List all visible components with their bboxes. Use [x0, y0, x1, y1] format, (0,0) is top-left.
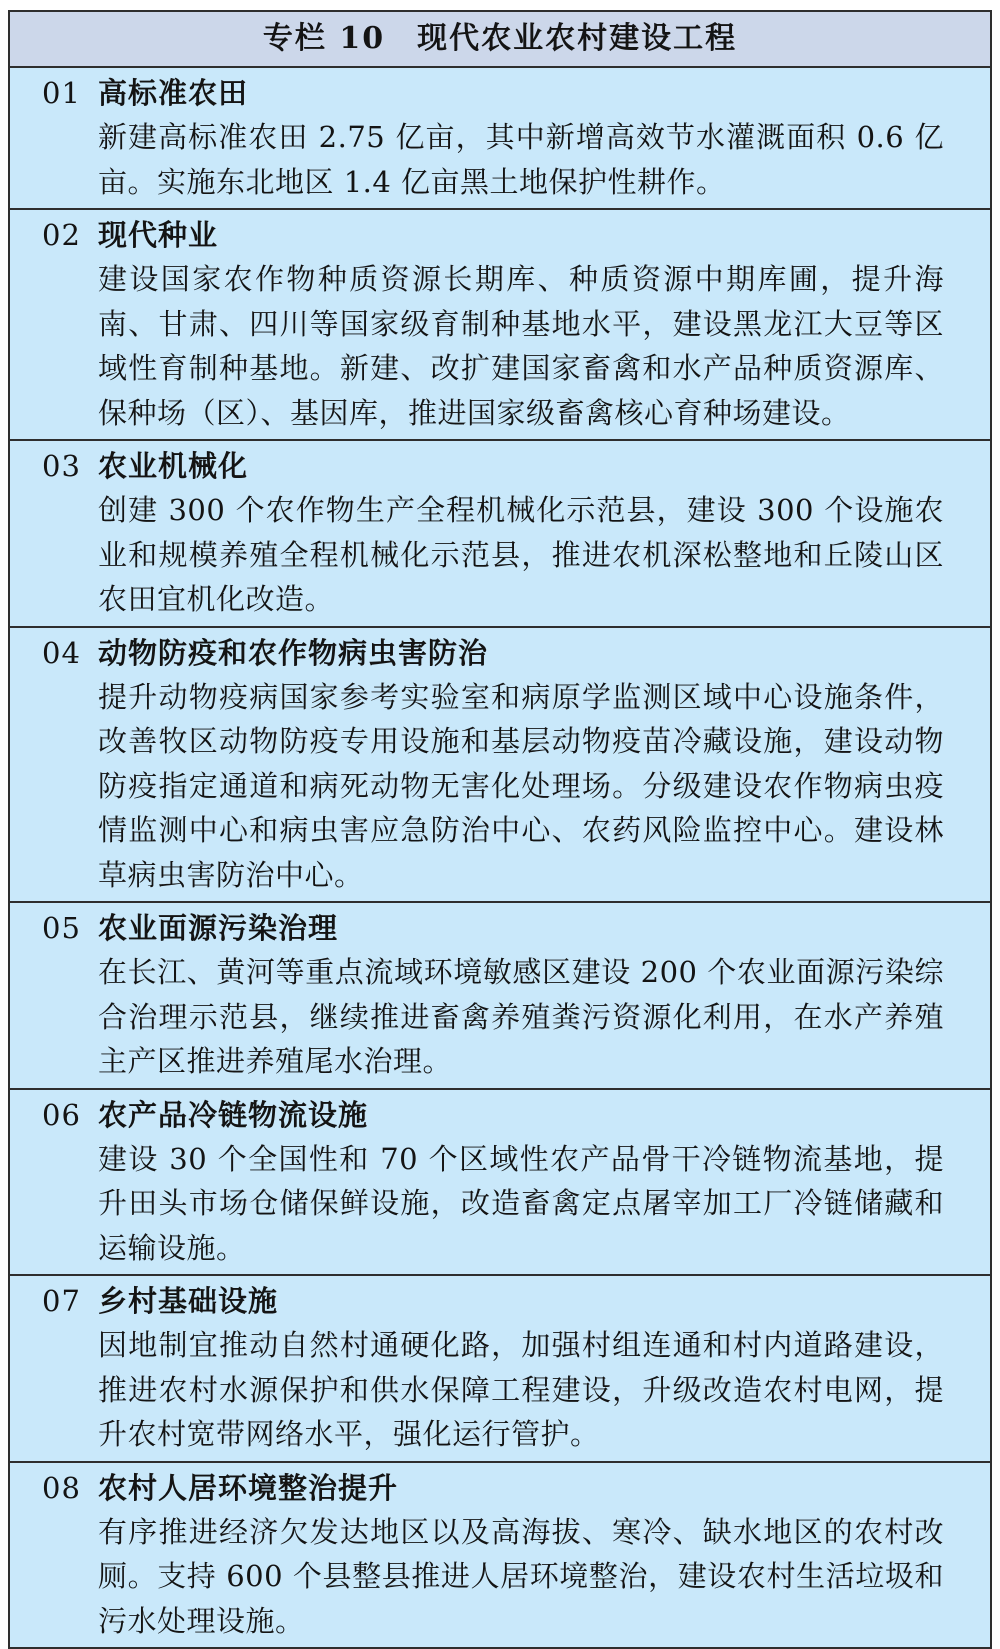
section-body: 提升动物疫病国家参考实验室和病原学监测区域中心设施条件，改善牧区动物防疫专用设施和基层动物疫苗冷藏设施，建设动物防疫指定通道和病死动物无害化处理场。分级建设农作物病虫疫情监测中心和病虫害应急防治中心、农药风险监控中心。建设林草病虫害防治中心。 [98, 679, 944, 892]
section-title: 高标准农田 [98, 76, 249, 110]
section-body: 因地制宜推动自然村通硬化路，加强村组连通和村内道路建设，推进农村水源保护和供水保障工程建设，升级改造农村电网，提升农村宽带网络水平，强化运行管护。 [98, 1328, 944, 1451]
section-title-row [10, 1279, 990, 1323]
column-box-panel [8, 10, 992, 1649]
section-number: 04 [42, 635, 81, 670]
section-number: 08 [42, 1470, 81, 1505]
section-title-row [10, 906, 990, 950]
section-title-row [10, 631, 990, 675]
section-title: 农产品冷链物流设施 [98, 1097, 369, 1132]
section-title: 农业机械化 [98, 449, 249, 483]
section-number: 06 [42, 1097, 81, 1132]
section-02 [10, 208, 990, 439]
section-06 [10, 1088, 990, 1275]
section-title-row [10, 71, 990, 115]
section-number: 03 [42, 449, 81, 483]
section-title: 农村人居环境整治提升 [98, 1470, 399, 1505]
section-04 [10, 626, 990, 902]
section-body: 创建 300 个农作物生产全程机械化示范县，建设 300 个设施农业和规模养殖全程机械化示范县，推进农机深松整地和丘陵山区农田宜机化改造。 [98, 493, 944, 616]
section-03 [10, 439, 990, 626]
section-05 [10, 901, 990, 1088]
section-title: 现代种业 [98, 218, 219, 252]
section-body: 建设国家农作物种质资源长期库、种质资源中期库圃，提升海南、甘肃、四川等国家级育制种基地水平，建设黑龙江大豆等区域性育制种基地。新建、改扩建国家畜禽和水产品种质资源库、保种场（区）、基因库，推进国家级畜禽核心育种场建设。 [98, 262, 944, 430]
section-title-row [10, 1466, 990, 1510]
section-body: 建设 30 个全国性和 70 个区域性农产品骨干冷链物流基地，提升田头市场仓储保鲜设施，改造畜禽定点屠宰加工厂冷链储藏和运输设施。 [98, 1141, 944, 1265]
section-number: 07 [42, 1284, 81, 1318]
section-title: 乡村基础设施 [98, 1284, 279, 1318]
section-number: 01 [42, 76, 81, 110]
section-body: 有序推进经济欠发达地区以及高海拔、寒冷、缺水地区的农村改厕。支持 600 个县整县推进人居环境整治，建设农村生活垃圾和污水处理设施。 [98, 1514, 944, 1638]
section-title-row [10, 444, 990, 488]
section-body: 在长江、黄河等重点流域环境敏感区建设 200 个农业面源污染综合治理示范县，继续推进畜禽养殖粪污资源化利用，在水产养殖主产区推进养殖尾水治理。 [98, 955, 944, 1078]
section-08 [10, 1461, 990, 1648]
section-01 [10, 66, 990, 208]
section-title: 农业面源污染治理 [98, 911, 339, 945]
section-07 [10, 1274, 990, 1461]
section-title: 动物防疫和农作物病虫害防治 [98, 635, 489, 670]
section-body: 新建高标准农田 2.75 亿亩，其中新增高效节水灌溉面积 0.6 亿亩。实施东北地区 1.4 亿亩黑土地保护性耕作。 [98, 120, 944, 199]
panel-title: 专栏 10 现代农业农村建设工程 [10, 12, 990, 66]
section-title-row [10, 1093, 990, 1137]
section-number: 02 [42, 218, 81, 252]
section-title-row [10, 213, 990, 257]
section-number: 05 [42, 911, 81, 945]
